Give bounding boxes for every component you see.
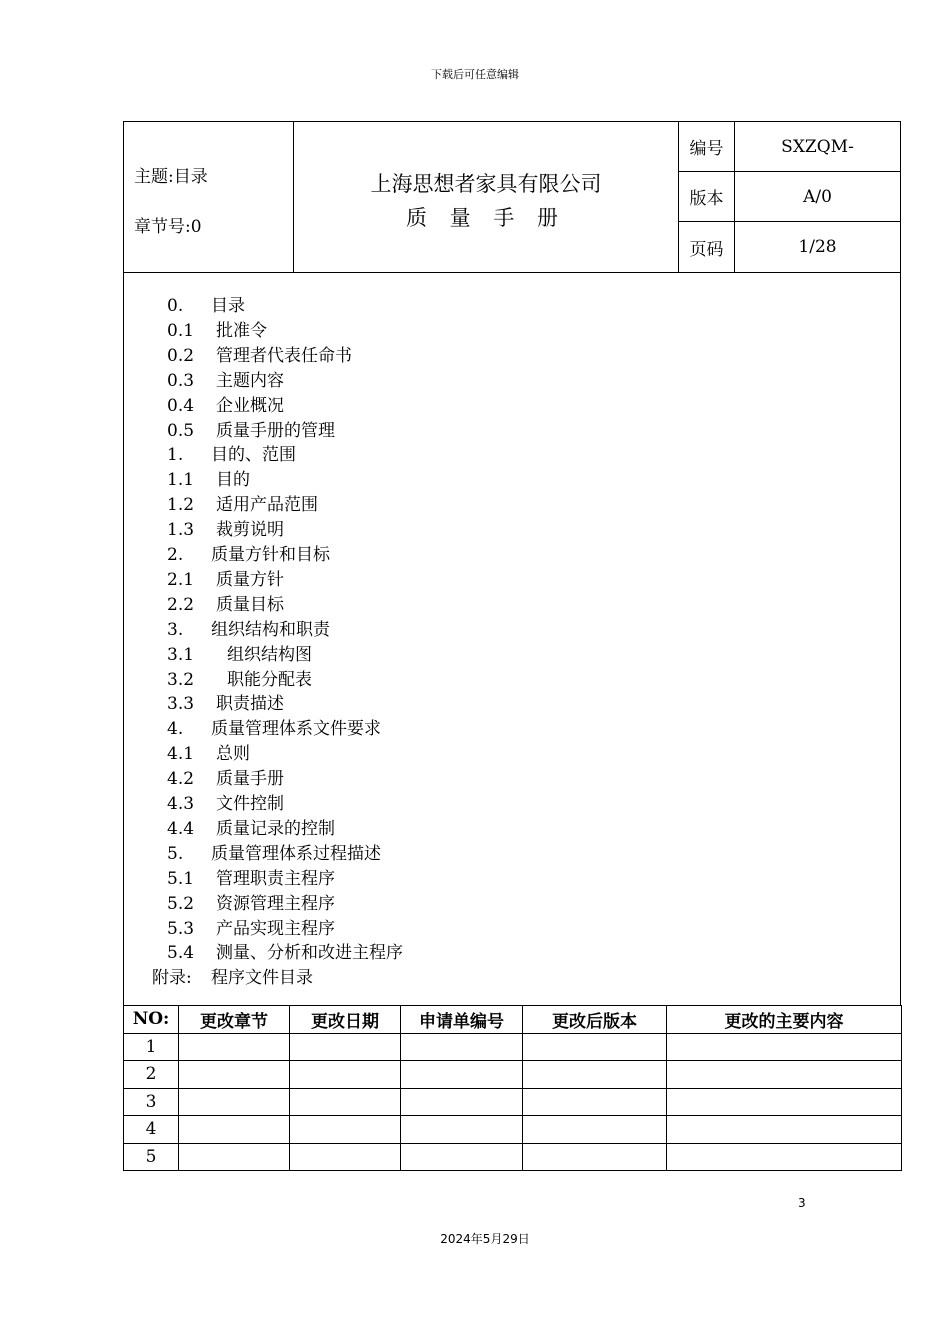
toc-number: 3. bbox=[167, 619, 184, 640]
toc-label: 裁剪说明 bbox=[216, 520, 284, 541]
table-cell bbox=[179, 1116, 290, 1144]
page-number: 3 bbox=[798, 1196, 806, 1210]
toc-number: 4.3 bbox=[167, 794, 195, 814]
toc-label: 适用产品范围 bbox=[216, 495, 318, 516]
row-number-cell: 3 bbox=[124, 1088, 179, 1116]
toc-label: 组织结构和职责 bbox=[211, 619, 330, 640]
header-title-cell bbox=[294, 122, 679, 272]
toc-label: 批准令 bbox=[216, 320, 267, 341]
table-cell bbox=[179, 1061, 290, 1089]
toc-label: 资源管理主程序 bbox=[216, 893, 335, 914]
col-header-request-no: 申请单编号 bbox=[401, 1006, 523, 1034]
toc-number: 0.4 bbox=[167, 395, 195, 416]
toc-number: 4. bbox=[167, 719, 184, 740]
toc-number: 2.2 bbox=[167, 594, 195, 615]
code-value: SXZQM- bbox=[781, 136, 854, 157]
header-left-cell bbox=[124, 122, 294, 272]
page-label: 页码 bbox=[679, 222, 735, 272]
toc-number: 3.2 bbox=[167, 669, 195, 690]
manual-title: 质 量 手 册 bbox=[405, 206, 567, 230]
toc-number: 1.2 bbox=[167, 495, 195, 516]
col-header-content: 更改的主要内容 bbox=[667, 1006, 902, 1034]
toc-label: 质量目标 bbox=[216, 594, 284, 615]
field-row-page bbox=[679, 222, 900, 272]
footer-date: 2024年5月29日 bbox=[440, 1232, 530, 1246]
col-header-no: NO: bbox=[124, 1006, 179, 1034]
table-cell bbox=[523, 1088, 667, 1116]
col-header-date: 更改日期 bbox=[290, 1006, 401, 1034]
toc-number: 0.3 bbox=[167, 370, 195, 391]
row-number-cell: 1 bbox=[124, 1033, 179, 1061]
table-cell bbox=[179, 1088, 290, 1116]
toc-number: 2.1 bbox=[167, 569, 195, 590]
table-cell bbox=[401, 1061, 523, 1089]
table-cell bbox=[401, 1033, 523, 1061]
version-value: A/0 bbox=[803, 186, 832, 207]
table-cell bbox=[523, 1033, 667, 1061]
row-number-cell: 4 bbox=[124, 1116, 179, 1144]
download-note: 下载后可任意编辑 bbox=[431, 68, 519, 81]
table-cell bbox=[667, 1088, 902, 1116]
table-cell bbox=[667, 1116, 902, 1144]
table-cell bbox=[290, 1033, 401, 1061]
toc-label: 职责描述 bbox=[216, 694, 284, 715]
toc-label: 组织结构图 bbox=[227, 644, 312, 665]
row-number-cell: 5 bbox=[124, 1143, 179, 1171]
toc-label: 质量手册 bbox=[216, 769, 284, 790]
table-cell bbox=[290, 1116, 401, 1144]
table-cell bbox=[179, 1143, 290, 1171]
table-row bbox=[124, 1143, 902, 1171]
toc-label: 质量方针 bbox=[216, 569, 284, 590]
toc-number: 附录: bbox=[152, 968, 192, 989]
table-cell bbox=[290, 1143, 401, 1171]
table-cell bbox=[401, 1088, 523, 1116]
page-value: 1/28 bbox=[798, 237, 837, 257]
table-cell bbox=[401, 1116, 523, 1144]
toc-number: 1.3 bbox=[167, 520, 195, 541]
toc-label: 质量记录的控制 bbox=[216, 818, 335, 839]
table-row bbox=[124, 1033, 902, 1061]
toc-number: 4.4 bbox=[167, 818, 195, 839]
toc-label: 企业概况 bbox=[216, 395, 284, 416]
toc-number: 4.1 bbox=[167, 744, 195, 765]
toc-number: 0.2 bbox=[167, 345, 195, 366]
chapter-label: 章节号:0 bbox=[134, 217, 202, 237]
toc-number: 5.1 bbox=[167, 868, 195, 889]
table-cell bbox=[523, 1143, 667, 1171]
table-row bbox=[124, 1088, 902, 1116]
table-cell bbox=[523, 1116, 667, 1144]
change-record-table bbox=[123, 1005, 902, 1171]
toc-number: 3.3 bbox=[167, 694, 195, 715]
toc-label: 程序文件目录 bbox=[211, 968, 313, 989]
toc-label: 质量方针和目标 bbox=[211, 545, 330, 565]
toc-number: 5.2 bbox=[167, 893, 195, 914]
toc-number: 5.4 bbox=[167, 943, 195, 964]
toc-number: 1.1 bbox=[167, 470, 195, 491]
field-row-version bbox=[679, 172, 900, 222]
toc-label: 主题内容 bbox=[216, 370, 284, 391]
table-row bbox=[124, 1116, 902, 1144]
col-header-chapter: 更改章节 bbox=[179, 1006, 290, 1034]
company-name: 上海思想者家具有限公司 bbox=[370, 172, 602, 196]
toc-number: 0. bbox=[167, 296, 184, 316]
toc-label: 文件控制 bbox=[216, 794, 284, 814]
table-row bbox=[124, 1061, 902, 1089]
toc-label: 管理者代表任命书 bbox=[216, 345, 352, 366]
table-cell bbox=[290, 1061, 401, 1089]
toc-label: 目的 bbox=[216, 470, 250, 491]
table-cell bbox=[401, 1143, 523, 1171]
toc-label: 职能分配表 bbox=[227, 669, 312, 690]
code-label: 编号 bbox=[679, 122, 735, 171]
table-cell bbox=[667, 1033, 902, 1061]
toc-number: 0.1 bbox=[167, 320, 195, 341]
toc-label: 质量管理体系文件要求 bbox=[211, 719, 381, 740]
toc-label: 质量手册的管理 bbox=[216, 420, 335, 441]
toc-label: 目录 bbox=[211, 296, 245, 316]
document-header bbox=[123, 121, 901, 273]
toc-number: 4.2 bbox=[167, 769, 195, 790]
table-cell bbox=[667, 1143, 902, 1171]
row-number-cell: 2 bbox=[124, 1061, 179, 1089]
change-table-header-row bbox=[124, 1006, 902, 1034]
col-header-version: 更改后版本 bbox=[523, 1006, 667, 1034]
table-cell bbox=[523, 1061, 667, 1089]
toc-label: 目的、范围 bbox=[211, 445, 296, 466]
toc-number: 3.1 bbox=[167, 644, 195, 665]
toc-number: 5.3 bbox=[167, 918, 195, 939]
toc-number: 5. bbox=[167, 843, 184, 864]
toc-number: 2. bbox=[167, 545, 184, 565]
toc-number: 1. bbox=[167, 445, 184, 466]
toc-number: 0.5 bbox=[167, 420, 195, 441]
subject-label: 主题:目录 bbox=[134, 167, 208, 187]
toc-label: 产品实现主程序 bbox=[216, 918, 335, 939]
version-label: 版本 bbox=[679, 172, 735, 221]
header-fields bbox=[679, 122, 900, 272]
toc-label: 总则 bbox=[216, 744, 250, 765]
table-cell bbox=[667, 1061, 902, 1089]
table-cell bbox=[179, 1033, 290, 1061]
toc-box bbox=[123, 272, 901, 1006]
toc-label: 质量管理体系过程描述 bbox=[211, 843, 381, 864]
toc-label: 测量、分析和改进主程序 bbox=[216, 943, 403, 964]
field-row-code bbox=[679, 122, 900, 172]
toc-label: 管理职责主程序 bbox=[216, 868, 335, 889]
table-cell bbox=[290, 1088, 401, 1116]
